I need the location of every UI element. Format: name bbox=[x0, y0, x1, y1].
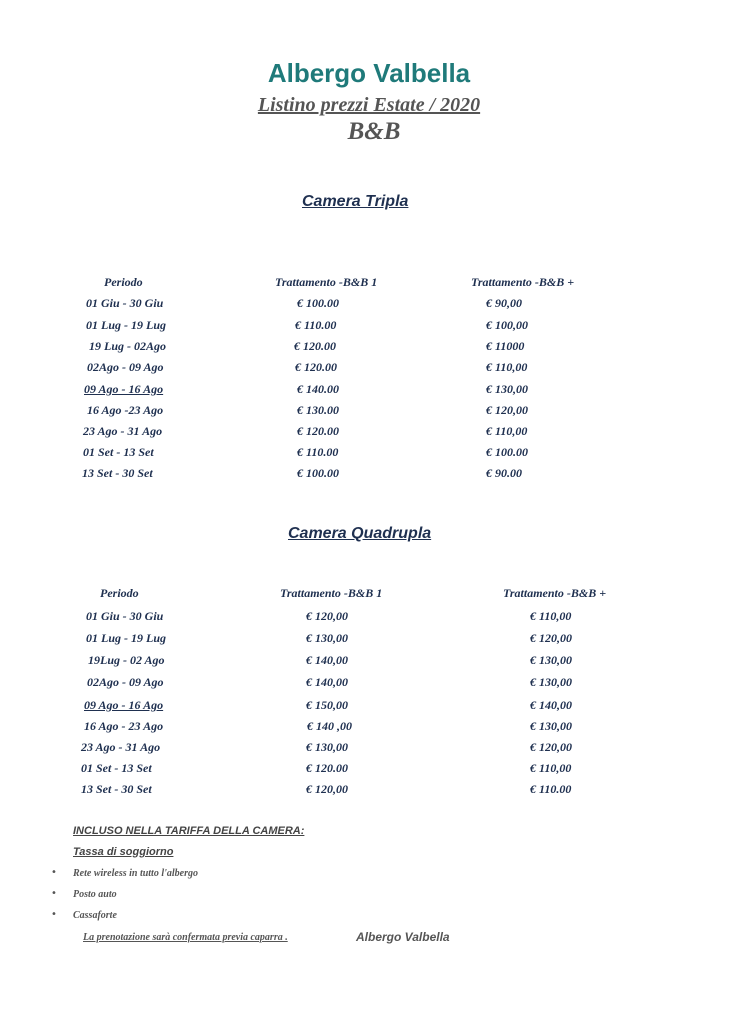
price-bbplus-cell: € 11000 bbox=[486, 339, 525, 353]
price-bb1-cell: € 120.00 bbox=[295, 360, 337, 374]
signature: Albergo Valbella bbox=[356, 930, 450, 944]
price-bbplus-cell: € 140,00 bbox=[530, 698, 572, 712]
price-bbplus-cell: € 110,00 bbox=[530, 761, 572, 775]
price-bb1-cell: € 150,00 bbox=[306, 698, 348, 712]
price-bbplus-cell: € 130,00 bbox=[486, 382, 528, 396]
price-bb1-cell: € 120.00 bbox=[306, 761, 348, 775]
bullet-icon: • bbox=[51, 867, 57, 878]
price-bbplus-cell: € 130,00 bbox=[530, 653, 572, 667]
period-cell: 23 Ago - 31 Ago bbox=[81, 740, 161, 754]
tripla-header-bbplus: Trattamento -B&B + bbox=[471, 275, 575, 289]
period-cell: 01 Giu - 30 Giu bbox=[86, 609, 164, 623]
price-bbplus-cell: € 90,00 bbox=[486, 296, 522, 310]
period-cell: 02Ago - 09 Ago bbox=[87, 675, 164, 689]
period-cell: 16 Ago -23 Ago bbox=[87, 403, 164, 417]
price-bb1-cell: € 120,00 bbox=[306, 609, 348, 623]
price-bb1-cell: € 110.00 bbox=[295, 318, 337, 332]
price-bbplus-cell: € 110,00 bbox=[486, 424, 528, 438]
quadrupla-header-bb1: Trattamento -B&B 1 bbox=[280, 586, 383, 600]
price-bb1-cell: € 120.00 bbox=[294, 339, 336, 353]
period-cell: 01 Lug - 19 Lug bbox=[86, 631, 167, 645]
period-cell: 09 Ago - 16 Ago bbox=[84, 698, 164, 712]
period-cell: 23 Ago - 31 Ago bbox=[83, 424, 163, 438]
tripla-header-bb1: Trattamento -B&B 1 bbox=[275, 275, 378, 289]
period-cell: 02Ago - 09 Ago bbox=[87, 360, 164, 374]
quadrupla-header-periodo: Periodo bbox=[100, 586, 139, 600]
price-bb1-cell: € 100.00 bbox=[297, 466, 339, 480]
price-bb1-cell: € 100.00 bbox=[297, 296, 339, 310]
section-title-tripla: Camera Tripla bbox=[302, 193, 409, 210]
quadrupla-header-bbplus: Trattamento -B&B + bbox=[503, 586, 607, 600]
price-bbplus-cell: € 120,00 bbox=[530, 740, 572, 754]
included-item-label: Cassaforte bbox=[73, 910, 117, 921]
tourist-tax-label: Tassa di soggiorno bbox=[73, 846, 174, 858]
price-bb1-cell: € 140 ,00 bbox=[307, 719, 352, 733]
price-bb1-cell: € 140.00 bbox=[297, 382, 339, 396]
period-cell: 09 Ago - 16 Ago bbox=[84, 382, 164, 396]
period-cell: 01 Giu - 30 Giu bbox=[86, 296, 164, 310]
included-item-label: Rete wireless in tutto l'albergo bbox=[73, 868, 199, 879]
period-cell: 01 Lug - 19 Lug bbox=[86, 318, 167, 332]
included-heading: INCLUSO NELLA TARIFFA DELLA CAMERA: bbox=[73, 825, 305, 837]
tripla-header-periodo: Periodo bbox=[104, 275, 143, 289]
price-bb1-cell: € 130.00 bbox=[297, 403, 339, 417]
price-bbplus-cell: € 110,00 bbox=[530, 609, 572, 623]
price-list-subtitle: Listino prezzi Estate / 2020 bbox=[257, 94, 481, 116]
period-cell: 19Lug - 02 Ago bbox=[88, 653, 165, 667]
period-cell: 16 Ago - 23 Ago bbox=[84, 719, 164, 733]
period-cell: 13 Set - 30 Set bbox=[81, 782, 152, 796]
price-bbplus-cell: € 130,00 bbox=[530, 719, 572, 733]
price-bbplus-cell: € 100,00 bbox=[486, 318, 528, 332]
bullet-icon: • bbox=[51, 909, 57, 920]
price-bb1-cell: € 120.00 bbox=[297, 424, 339, 438]
section-title-quadrupla: Camera Quadrupla bbox=[288, 525, 432, 542]
price-bbplus-cell: € 110,00 bbox=[486, 360, 528, 374]
price-bb1-cell: € 130,00 bbox=[306, 740, 348, 754]
price-bb1-cell: € 140,00 bbox=[306, 675, 348, 689]
price-bbplus-cell: € 100.00 bbox=[486, 445, 528, 459]
price-bbplus-cell: € 90.00 bbox=[486, 466, 522, 480]
period-cell: 13 Set - 30 Set bbox=[82, 466, 153, 480]
period-cell: 01 Set - 13 Set bbox=[81, 761, 152, 775]
price-bb1-cell: € 110.00 bbox=[297, 445, 339, 459]
period-cell: 01 Set - 13 Set bbox=[83, 445, 154, 459]
hotel-title: Albergo Valbella bbox=[267, 58, 471, 88]
price-bb1-cell: € 140,00 bbox=[306, 653, 348, 667]
price-bbplus-cell: € 120,00 bbox=[530, 631, 572, 645]
price-bbplus-cell: € 110.00 bbox=[530, 782, 572, 796]
price-bbplus-cell: € 120,00 bbox=[486, 403, 528, 417]
booking-note: La prenotazione sarà confermata previa caparra . bbox=[83, 932, 288, 943]
price-bb1-cell: € 120,00 bbox=[306, 782, 348, 796]
included-item-label: Posto auto bbox=[73, 889, 117, 900]
price-bbplus-cell: € 130,00 bbox=[530, 675, 572, 689]
price-bb1-cell: € 130,00 bbox=[306, 631, 348, 645]
bullet-icon: • bbox=[51, 888, 57, 899]
period-cell: 19 Lug - 02Ago bbox=[89, 339, 167, 353]
plan-label: B&B bbox=[347, 118, 401, 145]
